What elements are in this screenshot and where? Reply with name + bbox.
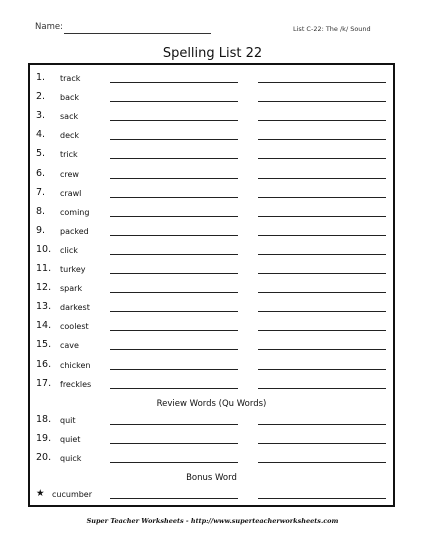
word-number: 10. xyxy=(36,243,52,255)
practice-line[interactable] xyxy=(110,424,238,425)
word-row xyxy=(30,334,393,353)
practice-line[interactable] xyxy=(110,498,238,499)
spelling-word: coming xyxy=(60,207,90,217)
word-row xyxy=(30,354,393,373)
practice-line[interactable] xyxy=(258,82,386,83)
spelling-word: cave xyxy=(60,341,79,351)
word-row xyxy=(30,447,393,466)
word-row xyxy=(30,277,393,296)
page-title: Spelling List 22 xyxy=(162,46,263,61)
word-number: 13. xyxy=(36,301,52,313)
spelling-word: crawl xyxy=(60,188,82,198)
practice-line[interactable] xyxy=(258,292,386,293)
practice-line[interactable] xyxy=(110,292,238,293)
word-row xyxy=(30,296,393,315)
word-row xyxy=(30,220,393,239)
practice-line[interactable] xyxy=(258,388,386,389)
spelling-word: track xyxy=(60,74,81,83)
spelling-word: back xyxy=(60,93,80,103)
practice-line[interactable] xyxy=(110,101,238,102)
word-number: 20. xyxy=(36,451,52,463)
practice-line[interactable] xyxy=(258,443,386,444)
spelling-word: spark xyxy=(60,284,83,294)
spelling-word: sack xyxy=(60,112,79,122)
practice-line[interactable] xyxy=(258,235,386,236)
practice-line[interactable] xyxy=(110,254,238,255)
word-number: 7. xyxy=(36,186,46,198)
practice-line[interactable] xyxy=(258,254,386,255)
practice-line[interactable] xyxy=(110,178,238,179)
bonus-word-row xyxy=(30,483,393,502)
word-number: 2. xyxy=(36,91,46,103)
word-number: 5. xyxy=(36,148,46,160)
practice-line[interactable] xyxy=(110,139,238,140)
word-row xyxy=(30,409,393,428)
practice-line[interactable] xyxy=(258,273,386,274)
name-label: Name: xyxy=(35,22,63,32)
practice-line[interactable] xyxy=(258,101,386,102)
spelling-word: quick xyxy=(60,453,82,463)
practice-line[interactable] xyxy=(110,311,238,312)
spelling-word: trick xyxy=(60,150,78,160)
word-number: 18. xyxy=(36,413,52,425)
spelling-word: quit xyxy=(60,415,76,425)
spelling-word: coolest xyxy=(60,322,89,332)
practice-line[interactable] xyxy=(110,216,238,217)
practice-line[interactable] xyxy=(258,498,386,499)
spelling-word: deck xyxy=(60,131,80,141)
practice-line[interactable] xyxy=(258,178,386,179)
practice-line[interactable] xyxy=(110,197,238,198)
spelling-word: packed xyxy=(60,226,89,236)
word-row xyxy=(30,143,393,162)
word-number: 9. xyxy=(36,224,46,236)
spelling-word: cucumber xyxy=(52,490,93,499)
practice-line[interactable] xyxy=(258,349,386,350)
word-number: 17. xyxy=(36,377,52,389)
word-row xyxy=(30,258,393,277)
word-box xyxy=(28,63,395,507)
practice-line[interactable] xyxy=(258,216,386,217)
word-row xyxy=(30,105,393,124)
word-row xyxy=(30,315,393,334)
spelling-word: quiet xyxy=(60,434,81,444)
practice-line[interactable] xyxy=(110,235,238,236)
spelling-word: freckles xyxy=(60,379,92,389)
word-number: 14. xyxy=(36,320,52,332)
name-line[interactable] xyxy=(64,33,211,34)
practice-line[interactable] xyxy=(110,82,238,83)
word-row xyxy=(30,182,393,201)
word-number: 19. xyxy=(36,432,52,444)
word-number: 8. xyxy=(36,205,46,217)
practice-line[interactable] xyxy=(110,120,238,121)
practice-line[interactable] xyxy=(110,369,238,370)
word-row xyxy=(30,201,393,220)
footer-credit: Super Teacher Worksheets - http://www.superteacherworksheets.com xyxy=(86,517,339,525)
practice-line[interactable] xyxy=(258,369,386,370)
practice-line[interactable] xyxy=(110,158,238,159)
word-row xyxy=(30,373,393,392)
spelling-word: chicken xyxy=(60,360,91,370)
word-number: 6. xyxy=(36,167,46,179)
practice-line[interactable] xyxy=(110,443,238,444)
review-heading: Review Words (Qu Words) xyxy=(156,398,267,409)
word-row xyxy=(30,86,393,105)
word-row xyxy=(30,239,393,258)
practice-line[interactable] xyxy=(258,197,386,198)
practice-line[interactable] xyxy=(110,330,238,331)
practice-line[interactable] xyxy=(258,330,386,331)
spelling-word: turkey xyxy=(60,265,86,274)
word-number: 11. xyxy=(36,263,52,274)
practice-line[interactable] xyxy=(110,462,238,463)
word-number: 3. xyxy=(36,110,46,122)
practice-line[interactable] xyxy=(258,462,386,463)
word-number: 4. xyxy=(36,129,46,141)
practice-line[interactable] xyxy=(258,120,386,121)
practice-line[interactable] xyxy=(110,273,238,274)
bonus-heading: Bonus Word xyxy=(186,473,237,483)
practice-line[interactable] xyxy=(258,424,386,425)
word-number: 16. xyxy=(36,358,52,370)
star-icon: ★ xyxy=(36,488,45,499)
practice-line[interactable] xyxy=(258,158,386,159)
word-number: 12. xyxy=(36,282,52,294)
spelling-word: crew xyxy=(60,169,79,179)
spelling-word: click xyxy=(60,245,78,255)
practice-line[interactable] xyxy=(110,349,238,350)
word-number: 1. xyxy=(36,72,46,83)
word-row xyxy=(30,163,393,182)
practice-line[interactable] xyxy=(258,311,386,312)
word-row xyxy=(30,67,393,86)
spelling-word: darkest xyxy=(60,303,90,313)
list-id: List C-22: The /k/ Sound xyxy=(293,25,371,33)
word-row xyxy=(30,428,393,447)
practice-line[interactable] xyxy=(258,139,386,140)
word-row xyxy=(30,124,393,143)
practice-line[interactable] xyxy=(110,388,238,389)
word-number: 15. xyxy=(36,339,52,351)
